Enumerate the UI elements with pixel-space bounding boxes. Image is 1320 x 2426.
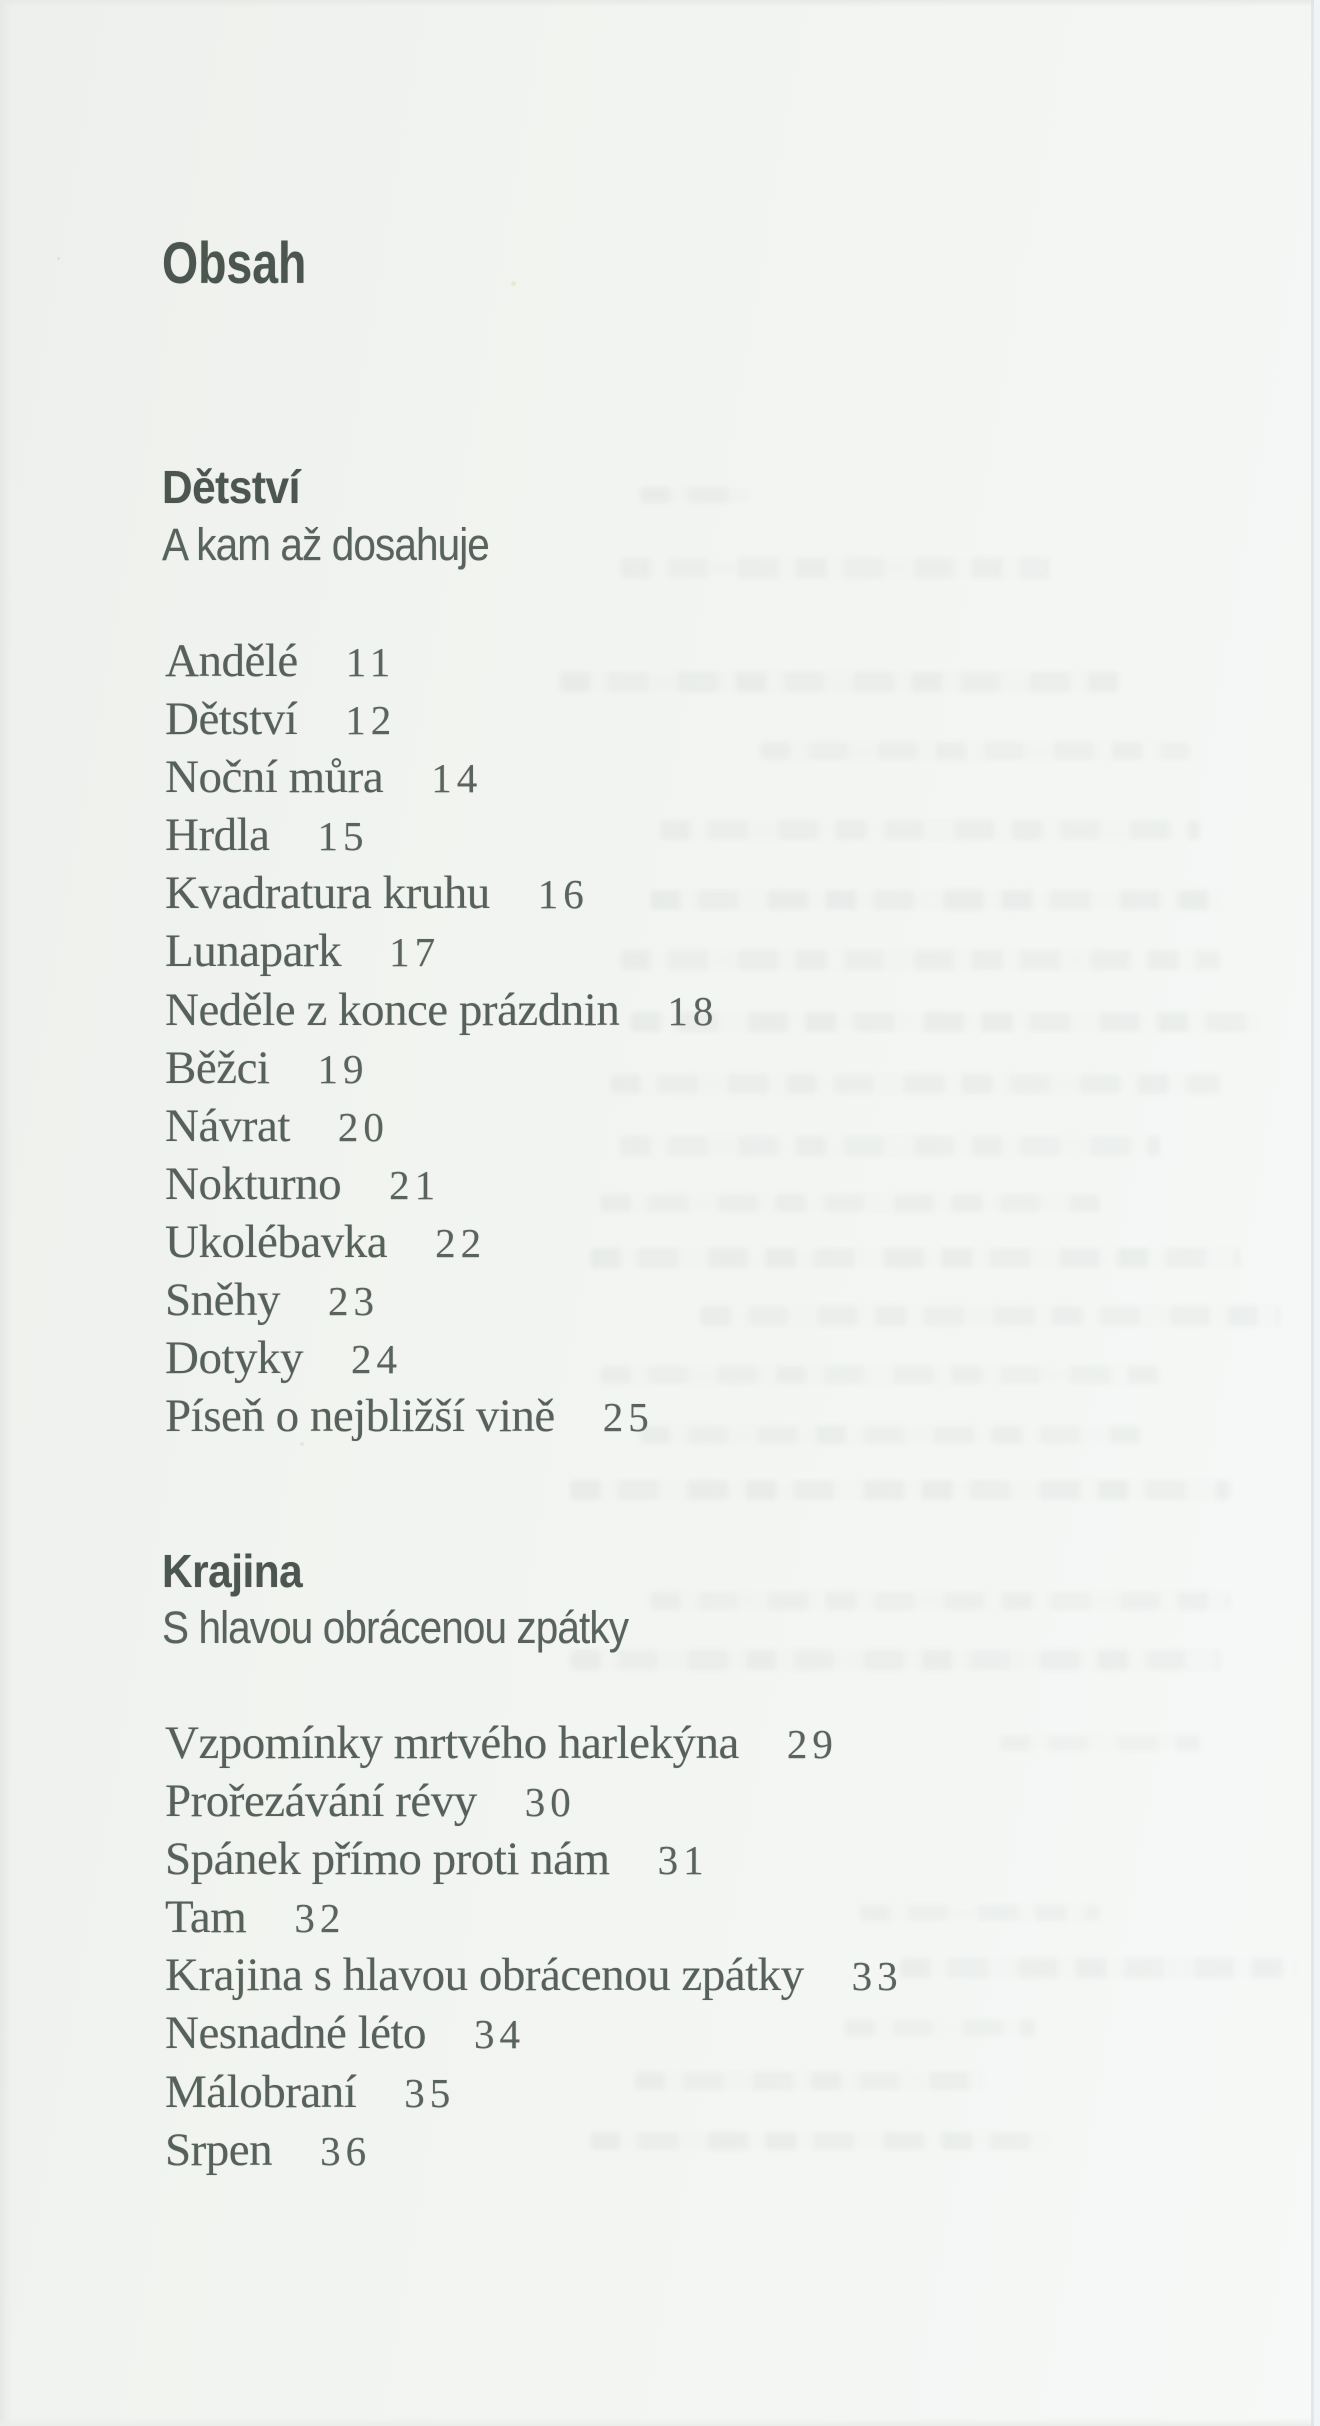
page-number: 30 (524, 1779, 576, 1826)
poem-title: Nokturno (165, 1157, 342, 1210)
toc-entry (165, 749, 718, 807)
bleed-through-artifact (900, 1958, 1300, 1978)
bleed-through-artifact (570, 1480, 1230, 1500)
scan-edge-bottom (0, 2418, 1320, 2426)
poem-title: Srpen (165, 2123, 273, 2176)
page-number: 29 (786, 1721, 838, 1767)
poem-title: Píseň o nejbližší vině (165, 1390, 555, 1443)
poem-title: Neděle z konce prázdnin (165, 983, 620, 1036)
toc-entry (165, 1831, 903, 1889)
page-number: 11 (345, 639, 396, 685)
toc-entry (165, 1889, 903, 1947)
bleed-through-artifact (590, 2132, 1050, 2150)
bleed-through-artifact (650, 1592, 1230, 1610)
bleed-through-artifact (640, 487, 750, 503)
poem-title: Prořezávání révy (165, 1775, 477, 1828)
poem-title: Málobraní (165, 2065, 357, 2118)
page-number: 35 (404, 2069, 456, 2116)
bleed-through-artifact (600, 1366, 1160, 1384)
bleed-through-artifact (620, 950, 1220, 970)
section-heading: Krajina (162, 1545, 303, 1597)
page-number: 16 (537, 871, 589, 918)
toc-entry (165, 1272, 718, 1330)
toc-entry (165, 1947, 903, 2005)
toc-entry (165, 1715, 903, 1773)
toc-list (165, 633, 718, 1446)
page-number: 20 (337, 1103, 389, 1150)
page-number: 21 (389, 1161, 441, 1208)
page-title: Obsah (162, 231, 307, 296)
page-number: 17 (389, 929, 441, 976)
section-heading: Dětství (162, 461, 300, 513)
page-number: 15 (317, 813, 369, 860)
bleed-through-artifact (640, 1426, 1140, 1444)
poem-title: Andělé (165, 635, 298, 687)
page-number: 24 (351, 1336, 402, 1383)
page-number: 34 (474, 2011, 526, 2058)
page-number: 23 (328, 1278, 379, 1325)
poem-title: Tam (165, 1891, 247, 1944)
page-number: 33 (851, 1953, 903, 2000)
bleed-through-artifact (650, 890, 1220, 910)
poem-title: Krajina s hlavou obrácenou zpátky (165, 1949, 804, 2002)
bleed-through-artifact (590, 1248, 1240, 1268)
toc-entry (165, 865, 718, 923)
bleed-through-artifact (760, 742, 1190, 760)
bleed-through-artifact (610, 1074, 1220, 1094)
bleed-through-artifact (570, 1650, 1220, 1670)
scan-edge-top (0, 0, 1320, 7)
page-number: 36 (320, 2127, 372, 2174)
page-number: 12 (345, 697, 397, 744)
dust-speck (57, 257, 60, 260)
bleed-through-artifact (620, 558, 1050, 578)
poem-title: Noční můra (165, 751, 384, 804)
poem-title: Vzpomínky mrtvého harlekýna (165, 1717, 739, 1769)
section-subtitle: S hlavou obrácenou zpátky (162, 1602, 629, 1653)
bleed-through-artifact (635, 2072, 985, 2090)
dust-speck (300, 1442, 304, 1446)
toc-list (165, 1715, 903, 2180)
poem-title: Návrat (165, 1099, 290, 1152)
bleed-through-artifact (560, 672, 1120, 692)
poem-title: Lunapark (165, 925, 342, 978)
bleed-through-artifact (845, 2020, 1035, 2036)
toc-entry (165, 807, 718, 865)
page-number: 32 (294, 1895, 346, 1942)
toc-entry (165, 1388, 718, 1446)
section-subtitle: A kam až dosahuje (162, 519, 489, 570)
poem-title: Spánek přímo proti nám (165, 1833, 610, 1886)
page-number: 18 (667, 987, 719, 1034)
toc-entry (165, 2122, 903, 2180)
poem-title: Běžci (165, 1041, 270, 1094)
page-number: 31 (657, 1837, 709, 1884)
poem-title: Sněhy (165, 1274, 280, 1327)
bleed-through-artifact (620, 1136, 1160, 1156)
bleed-through-artifact (630, 1012, 1260, 1032)
bleed-through-artifact (1000, 1735, 1200, 1751)
poem-title: Nesnadné léto (165, 2007, 427, 2060)
page-number: 22 (435, 1219, 487, 1266)
bleed-through-artifact (600, 1194, 1100, 1212)
toc-entry (165, 1773, 903, 1831)
poem-title: Ukolébavka (165, 1215, 388, 1268)
bleed-through-artifact (660, 820, 1200, 840)
poem-title: Hrdla (165, 809, 270, 862)
poem-title: Kvadratura kruhu (165, 867, 490, 920)
dust-speck (511, 281, 516, 286)
scan-edge-right-strip (1314, 0, 1320, 2426)
bleed-through-artifact (860, 1905, 1100, 1921)
toc-entry (165, 2005, 903, 2063)
poem-title: Dotyky (165, 1332, 303, 1385)
page-number: 19 (317, 1045, 369, 1092)
page-number: 14 (431, 755, 483, 802)
toc-entry (165, 691, 718, 749)
poem-title: Dětství (165, 693, 298, 746)
bleed-through-artifact (700, 1306, 1280, 1326)
scan-edge-left (0, 0, 12, 2426)
page-number: 25 (602, 1394, 654, 1441)
